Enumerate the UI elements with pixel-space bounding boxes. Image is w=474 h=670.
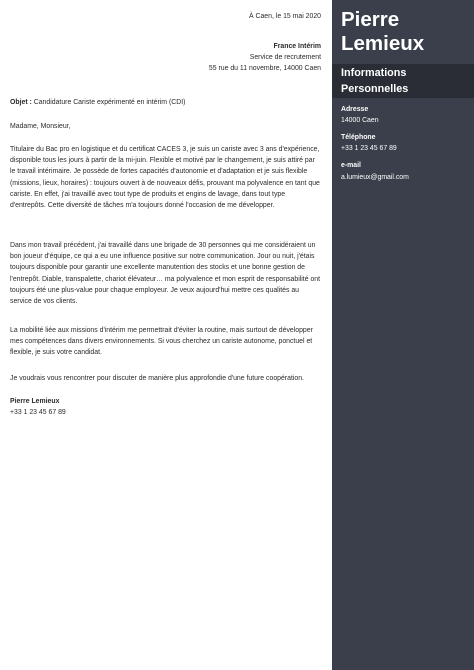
letter-paragraph-4: Je voudrais vous rencontrer pour discuter de manière plus approfondie d'une future coopération. xyxy=(10,375,304,382)
signature-name: Pierre Lemieux xyxy=(10,398,60,405)
recipient-name: France Intérim xyxy=(273,43,321,50)
letter-date: À Caen, le 15 mai 2020 xyxy=(248,13,321,20)
email-value: a.lumieux@gmail.com xyxy=(341,173,409,181)
sidebar-name xyxy=(341,8,424,55)
address-label: Adresse xyxy=(341,106,369,113)
letter-greeting: Madame, Monsieur, xyxy=(10,123,71,130)
signature-phone: +33 1 23 45 67 89 xyxy=(10,409,66,417)
subject-text: Candidature Cariste expérimenté en intérim (CDI) xyxy=(31,99,186,106)
letter-subject xyxy=(10,97,322,108)
section-title: Informations Personnelles xyxy=(332,64,474,98)
address-value: 14000 Caen xyxy=(341,117,379,125)
sidebar-first-name: Pierre xyxy=(341,8,400,31)
sidebar-last-name: Lemieux xyxy=(341,31,425,55)
email-label: e-mail xyxy=(341,162,361,170)
recipient-block xyxy=(209,41,321,75)
subject-label: Objet : xyxy=(10,99,32,106)
sidebar xyxy=(332,0,474,670)
letter-paragraph-2: Dans mon travail précédent, j'ai travaillé dans une brigade de 30 personnes qui me considéraient un bon joueur d'équipe, ce qui a eu une influence positive sur notre communication. Jour ou nuit, j'étais toujours disponible pour garantir une excellente manutention des stocks et une bonne gestion de l'entrepôt. Diable, transpalette, chariot élévateur… ma polyvalence et mon esprit de responsabilité ont toujours été une plus-value pour chaque employeur. Je veux aujourd'hui mettre ces qualités au service de vos clients. xyxy=(10,242,321,306)
phone-label: Téléphone xyxy=(341,134,376,142)
signature-block xyxy=(10,396,66,418)
recipient-department: Service de recrutement xyxy=(249,54,321,62)
recipient-address: 55 rue du 11 novembre, 14000 Caen xyxy=(208,65,321,73)
letter-paragraph-3: La mobilité liée aux missions d'intérim me permettrait d'éviter la routine, mais surtout de développer mes compétences dans divers environnements. Si vous cherchez un cariste autonome, ponctuel et flexible, je suis votre candidat. xyxy=(10,327,313,357)
letter-paragraph-1: Titulaire du Bac pro en logistique et du certificat CACES 3, je suis un cariste avec 3 ans d'expérience, disponible tous les jours à partir de la mi-juin. Flexible et motivé par le changement, je suis attiré par le travail intérimaire. Je possède de fortes capacités d'autonomie et d'adaptation et je suis flexible (missions, lieux, horaires) : toujours ouvert à de nouveaux défis, prouvant ma polyvalence en tant que cariste. En effet, j'ai travaillé avec tout type de produits et engins de lavage, dans tout type d'entrepôts. Cette diversité de tâches m'a toujours donné l'occasion de me développer. xyxy=(10,146,320,210)
phone-value: +33 1 23 45 67 89 xyxy=(341,145,397,153)
personal-info xyxy=(341,104,409,189)
